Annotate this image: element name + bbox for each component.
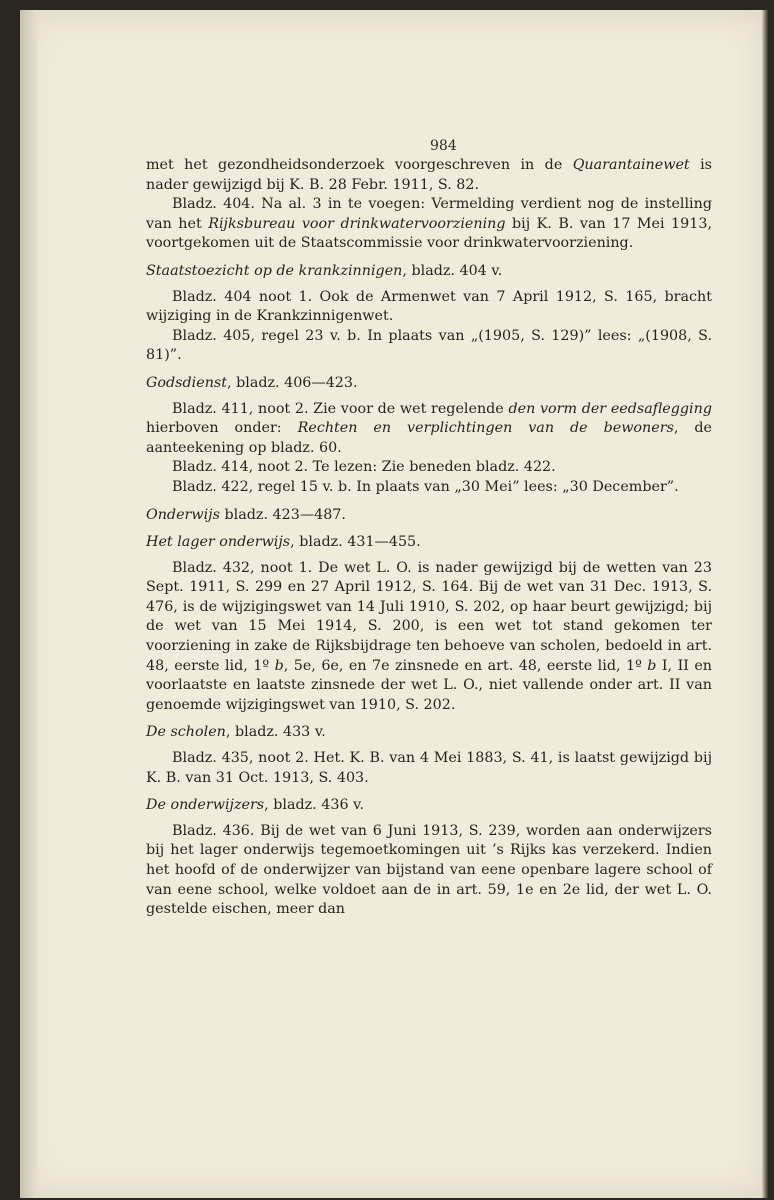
text-run: , de aanteekening op bladz. 60.: [146, 420, 713, 456]
italic-text: Rechten en verplichtingen van de bewoners: [297, 420, 674, 437]
paragraph: [146, 195, 712, 254]
text-run: is nader gewijzigd bij K. B. 28 Febr. 1911, S. 82.: [146, 157, 712, 193]
text-run: Bladz. 432, noot 1. De wet L. O. is nader gewijzigd bij de wetten van 23 Sept. 1911, S. 299 en 27 April 1912, S. 164. Bij de wet van 31 Dec. 1913, S. 476, is de wijzigingswet van 14 Juli 1910, S. 202, op haar beurt gewijzigd; bij de wet van 15 Mei 1914, S. 200, is een wet tot stand gekomen ter voorziening in zake de Rijksbijdrage ten behoeve van scholen, bedoeld in art. 48, eerste lid, 1º: [146, 559, 712, 674]
paragraph: [146, 327, 712, 366]
paragraph: [146, 559, 712, 716]
text-run: Bladz. 404 noot 1. Ook de Armenwet van 7 April 1912, S. 165, bracht wijziging in de Krankzinnigenwet.: [146, 288, 712, 325]
text-run: bladz. 423—487.: [219, 506, 346, 523]
text-run: , bladz. 404 v.: [402, 262, 503, 279]
text-run: Bladz. 405, regel 23 v. b. In plaats van „(1905, S. 129)” lees: „(1908, S. 81)”.: [146, 327, 712, 364]
page-edge: [762, 10, 768, 1198]
section-heading: [146, 374, 712, 394]
text-run: hierboven onder:: [146, 420, 298, 437]
text-run: Bladz. 422, regel 15 v. b. In plaats van „30 Mei” lees: „30 December”.: [172, 478, 679, 495]
italic-text: De onderwijzers: [146, 797, 265, 814]
italic-text: Het lager onderwijs: [146, 534, 291, 551]
text-run: , bladz. 431—455.: [290, 534, 421, 551]
italic-text: Staatstoezicht op de krankzinnigen: [146, 262, 403, 279]
text-run: , bladz. 406—423.: [227, 374, 358, 391]
paragraph: [146, 478, 712, 498]
text-run: Bladz. 414, noot 2. Te lezen: Zie beneden bladz. 422.: [172, 459, 556, 476]
section-heading: [146, 723, 712, 743]
paragraph: [146, 822, 712, 920]
paragraph: [146, 749, 712, 788]
paragraph: [146, 400, 712, 459]
text-run: , bladz. 433 v.: [225, 724, 326, 741]
section-heading: [146, 506, 712, 526]
paragraph: [146, 156, 712, 195]
paragraph: [146, 288, 712, 327]
text-run: Bladz. 411, noot 2. Zie voor de wet regelende: [172, 400, 509, 417]
text-run: I, II en voorlaatste en laatste zinsnede der wet L. O., niet vallende onder art. II van genoemde wijzigingswet van 1910, S. 202.: [146, 657, 713, 713]
page-number: 984: [430, 138, 457, 154]
page-gutter: [20, 10, 38, 1198]
italic-text: b: [647, 657, 657, 674]
italic-text: Onderwijs: [146, 506, 220, 523]
text-run: Bladz. 436. Bij de wet van 6 Juni 1913, S. 239, worden aan onderwijzers bij het lager onderwijs tegemoetkomingen uit ’s Rijks kas verzekerd. Indien het hoofd of de onderwijzer van bijstand van eene openbare lagere school of van eene school, welke voldoet aan de in art. 59, 1e en 2e lid, der wet L. O. gestelde eischen, meer dan: [146, 822, 712, 918]
text-run: , 5e, 6e, en 7e zinsnede en art. 48, eerste lid, 1º: [283, 657, 648, 674]
italic-text: den vorm der eedsaflegging: [508, 400, 712, 417]
italic-text: Quarantainewet: [572, 157, 690, 173]
section-heading: [146, 262, 712, 282]
italic-text: Godsdienst: [146, 374, 227, 391]
body-text: [146, 156, 712, 920]
section-heading: [146, 796, 712, 816]
italic-text: b: [274, 657, 284, 674]
text-run: , bladz. 436 v.: [264, 797, 365, 814]
text-run: met het gezondheidsonderzoek voorgeschreven in de: [146, 157, 573, 173]
text-run: Bladz. 404. Na al. 3 in te voegen: Vermelding verdient nog de instelling van het: [146, 196, 712, 232]
italic-text: Rijksbureau voor drinkwatervoorziening: [208, 215, 506, 232]
text-run: Bladz. 435, noot 2. Het. K. B. van 4 Mei 1883, S. 41, is laatst gewijzigd bij K. B. van 31 Oct. 1913, S. 403.: [146, 750, 712, 786]
text-run: bij K. B. van 17 Mei 1913, voortgekomen uit de Staatscommissie voor drinkwatervoorziening.: [146, 215, 712, 252]
italic-text: De scholen: [146, 724, 226, 741]
paragraph: [146, 458, 712, 478]
section-heading: [146, 533, 712, 553]
